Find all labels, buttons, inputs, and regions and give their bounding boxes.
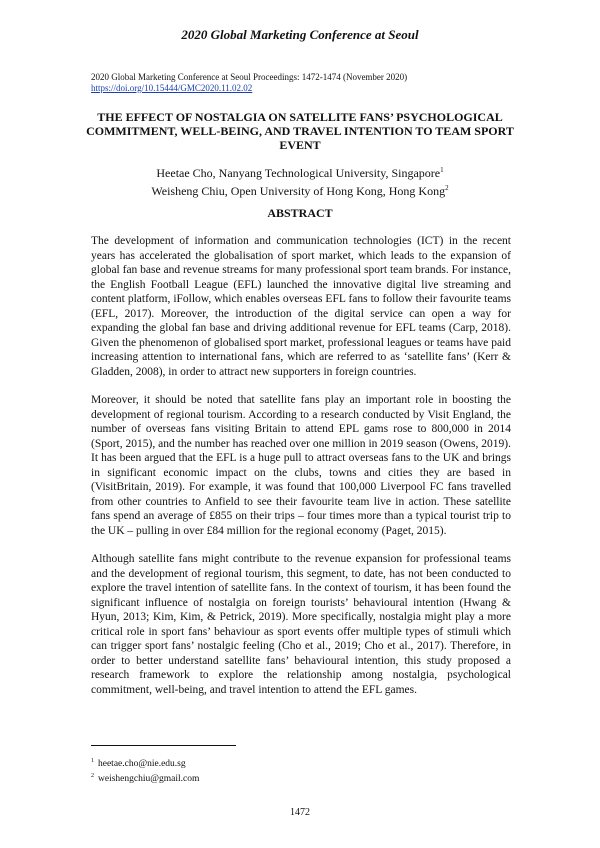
footnote-1-mark: 1	[91, 758, 94, 764]
page-number: 1472	[290, 807, 310, 818]
proceedings-info	[91, 72, 511, 94]
paragraph-2: Moreover, it should be noted that satellite fans play an important role in boosting the development of regional tourism. According to a research conducted by Visit England, the number of overseas fans visiting Britain to attend EPL gams rose to 800,000 in 2014 (Sport, 2015), and the number has reached over one million in 2019 season (Owens, 2019). It has been argued that the EFL is a huge pull to attract overseas fans to the UK and brings in significant economic impact on the clubs, towns and cities they are based in (VisitBritain, 2019). For example, it was found that 100,000 Liverpool FC fans travelled from other countries to Anfield to see their favourite team live in action. These satellite fans spend an average of £855 on their trips – four times more than a typical tourist trip to the UK – pulling in over £84 million for the regional economy (Paget, 2015).	[91, 394, 511, 537]
footnote-1	[91, 755, 199, 770]
paragraph-3: Although satellite fans might contribute to the revenue expansion for professional teams and the development of regional tourism, this segment, to date, has not been conducted to explore the travel intention of satellite fans. In the context of tourism, it has been found the significant influence of nostalgia on foreign tourists’ behavioural intention (Hwang & Hyun, 2013; Kim, Kim, & Petrick, 2019). More specifically, nostalgia might play a more critical role in sport fans’ behaviour as sport events offer multiple types of stimuli which can trigger sport fans’ nostalgic feeling (Cho et al., 2019; Cho et al., 2017). Therefore, in order to better understand satellite fans’ behavioural intention, this study proposed a research framework to explore the relationship among nostalgia, psychological commitment, well-being, and travel intention to attend the EFL games.	[91, 553, 511, 696]
running-header: 2020 Global Marketing Conference at Seoul	[181, 27, 419, 42]
footnotes	[91, 755, 199, 785]
author-1-footnote-mark: 1	[440, 166, 444, 174]
author-2-footnote-mark: 2	[445, 184, 449, 192]
footnote-2-email: weishengchiu@gmail.com	[98, 774, 200, 785]
author-2: Weisheng Chiu, Open University of Hong Kong, Hong Kong	[151, 184, 446, 198]
doi-link[interactable]: https://doi.org/10.15444/GMC2020.11.02.02	[91, 83, 253, 93]
author-line-1	[60, 163, 540, 181]
abstract-body	[91, 234, 511, 711]
proceedings-citation: 2020 Global Marketing Conference at Seoul Proceedings: 1472-1474 (November 2020)	[91, 72, 408, 82]
author-block	[60, 163, 540, 199]
author-1: Heetae Cho, Nanyang Technological University, Singapore	[156, 166, 441, 180]
author-line-2	[60, 181, 540, 199]
footnote-1-email: heetae.cho@nie.edu.sg	[98, 759, 186, 770]
abstract-heading: ABSTRACT	[267, 206, 333, 220]
paper-title: THE EFFECT OF NOSTALGIA ON SATELLITE FANS’ PSYCHOLOGICAL COMMITMENT, WELL-BEING, AND TRAVEL INTENTION TO TEAM SPORT EVENT	[86, 110, 514, 152]
footnote-2	[91, 770, 199, 785]
paragraph-1: The development of information and communication technologies (ICT) in the recent years has accelerated the globalisation of sport market, which leads to the expansion of global fan base and revenue streams for many professional sport team brands. For instance, the English Football League (EFL) launched the innovative digital live streaming and content platform, iFollow, which enables overseas EFL fans to follow their favourite teams (EFL, 2017). Moreover, the introduction of the digital service can open a way for expanding the global fan base and driving additional revenue for EFL teams (Carp, 2018). Given the phenomenon of globalised sport market, professional leagues or teams have paid increasing attention to international fans, which are referred to as ‘satellite fans’ (Kerr & Gladden, 2008), in order to attract new supporters in foreign countries.	[91, 235, 511, 378]
footnote-2-mark: 2	[91, 773, 94, 780]
footnote-divider	[91, 745, 236, 746]
